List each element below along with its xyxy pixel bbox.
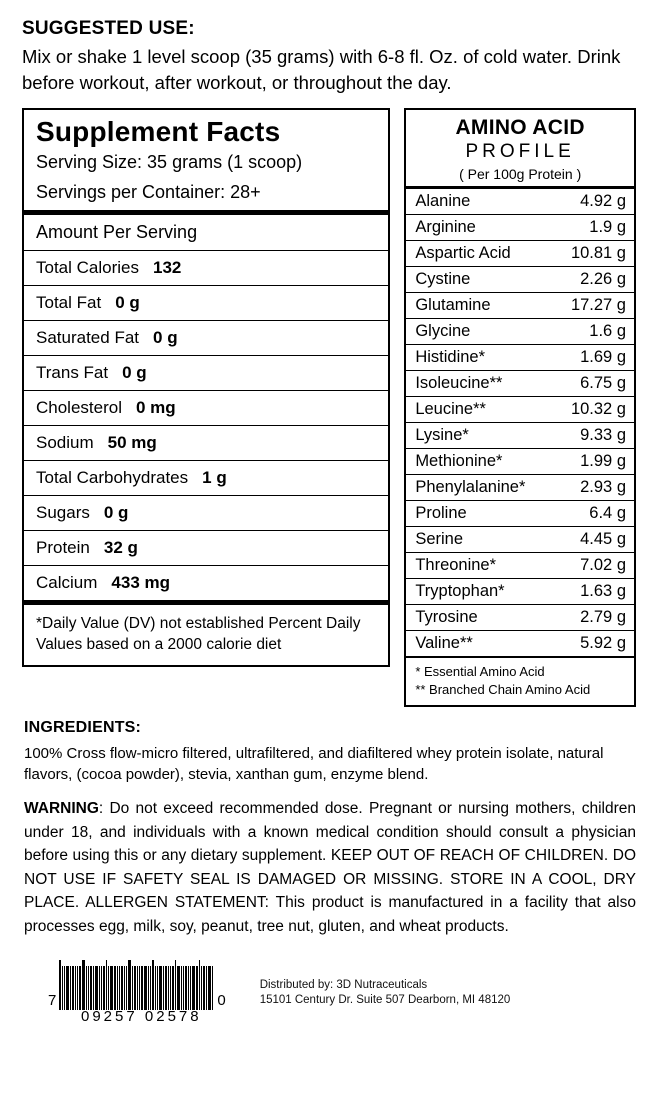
amino-acid-value: 10.32 g	[570, 400, 626, 418]
nutrient-label: Sugars	[36, 503, 90, 522]
barcode-bar	[144, 966, 147, 1010]
amino-acid-row	[406, 292, 634, 318]
barcode-bar	[119, 966, 120, 1010]
barcode-bar	[141, 966, 143, 1010]
amino-acid-value: 17.27 g	[570, 296, 626, 314]
barcode-bar	[170, 966, 171, 1010]
barcode-bar	[59, 960, 61, 1010]
barcode-bar	[188, 966, 189, 1010]
barcode-bar	[75, 966, 76, 1010]
barcode-bar	[106, 960, 107, 1010]
ingredients-section	[22, 719, 636, 785]
nutrient-row	[24, 461, 388, 495]
barcode-bar	[93, 966, 94, 1010]
nutrient-label: Sodium	[36, 433, 94, 452]
amino-acid-header	[406, 110, 634, 186]
nutrient-value: 0 g	[103, 503, 129, 522]
barcode-bar	[185, 966, 187, 1010]
barcode-numbers: 09257 02578	[81, 1008, 202, 1025]
amino-acid-value: 9.33 g	[580, 426, 626, 444]
amino-acid-value: 1.63 g	[580, 582, 626, 600]
barcode-bar	[79, 966, 81, 1010]
supplement-facts-rows	[24, 250, 388, 600]
ingredients-text: 100% Cross flow-micro filtered, ultrafiltered, and diafiltered whey protein isolate, natural flavors, (cocoa powder), stevia, xanthan gum, enzyme blend.	[24, 745, 604, 783]
amino-acid-value: 10.81 g	[570, 244, 626, 262]
nutrient-label: Total Carbohydrates	[36, 468, 189, 487]
barcode-bar	[172, 966, 174, 1010]
barcode-bar	[110, 966, 113, 1010]
nutrient-value: 1 g	[202, 468, 227, 487]
barcode-bar	[206, 966, 207, 1010]
amino-acid-value: 1.6 g	[589, 322, 626, 340]
barcode-bar	[163, 966, 164, 1010]
amino-acid-row	[406, 526, 634, 552]
nutrient-row	[24, 321, 388, 355]
barcode-bar	[72, 966, 74, 1010]
amount-per-serving: Amount Per Serving	[36, 222, 198, 242]
panels-row	[22, 108, 636, 707]
barcode-bar	[88, 966, 89, 1010]
amino-acid-row	[406, 266, 634, 292]
suggested-use-text: Mix or shake 1 level scoop (35 grams) with 6-8 fl. Oz. of cold water. Drink before workout, after workout, or throughout the day.	[22, 46, 621, 93]
barcode-bar	[95, 966, 98, 1010]
amino-acid-value: 1.99 g	[580, 452, 626, 470]
amino-acid-value: 2.26 g	[580, 270, 626, 288]
amino-acid-value: 4.45 g	[580, 530, 626, 548]
barcode-bar	[66, 966, 69, 1010]
servings-per-container: Servings per Container: 28+	[36, 182, 261, 202]
barcode-bar	[148, 966, 149, 1010]
barcode-bar	[190, 966, 191, 1010]
barcode-bar	[90, 966, 92, 1010]
footer	[22, 960, 636, 1010]
barcode-bar	[157, 966, 158, 1010]
amino-acid-row	[406, 214, 634, 240]
nutrient-value: 132	[153, 258, 182, 277]
amino-acid-value: 6.75 g	[580, 374, 626, 392]
amino-acid-footnotes	[406, 656, 634, 705]
barcode-bar	[70, 966, 71, 1010]
supplement-facts-footnote: *Daily Value (DV) not established Percent Daily Values based on a 2000 calorie diet	[36, 615, 361, 653]
nutrient-value: 0 g	[115, 293, 140, 312]
barcode-bar	[128, 960, 131, 1010]
nutrient-row	[24, 391, 388, 425]
serving-size: Serving Size: 35 grams (1 scoop)	[36, 152, 303, 172]
amino-acid-row	[406, 630, 634, 656]
distributor-block	[260, 978, 511, 1010]
amino-acid-footnote-1: * Essential Amino Acid	[415, 664, 545, 679]
barcode-bar	[132, 966, 133, 1010]
amino-acid-name: Proline	[415, 504, 467, 522]
amino-acid-name: Cystine	[415, 270, 471, 288]
barcode-bar	[150, 966, 151, 1010]
amino-acid-value: 7.02 g	[580, 556, 626, 574]
amino-acid-name: Tyrosine	[415, 608, 478, 626]
nutrient-value: 0 g	[122, 363, 147, 382]
barcode-bar	[77, 966, 78, 1010]
barcode-bar	[152, 960, 154, 1010]
amino-acid-name: Aspartic Acid	[415, 244, 511, 262]
amino-acid-name: Glycine	[415, 322, 471, 340]
amino-acid-name: Tryptophan*	[415, 582, 505, 600]
amino-acid-row	[406, 578, 634, 604]
barcode-bar	[181, 966, 182, 1010]
amino-acid-row	[406, 552, 634, 578]
amino-acid-name: Threonine*	[415, 556, 497, 574]
suggested-use-title: SUGGESTED USE:	[22, 18, 195, 39]
barcode-bar	[134, 966, 136, 1010]
amino-acid-row	[406, 396, 634, 422]
nutrient-label: Calcium	[36, 573, 98, 592]
amino-acid-panel	[404, 108, 636, 707]
warning-label: WARNING	[24, 800, 99, 817]
barcode-bar	[159, 966, 162, 1010]
amino-acid-basis: ( Per 100g Protein )	[459, 166, 582, 182]
amino-acid-name: Arginine	[415, 218, 476, 236]
nutrient-label: Saturated Fat	[36, 328, 140, 347]
nutrient-label: Protein	[36, 538, 90, 557]
amino-acid-row	[406, 344, 634, 370]
barcode-last-digit: 0	[217, 992, 226, 1009]
barcode-bar	[201, 966, 202, 1010]
nutrient-value: 50 mg	[107, 433, 157, 452]
nutrient-value: 32 g	[103, 538, 138, 557]
nutrient-row	[24, 496, 388, 530]
amino-acid-name: Serine	[415, 530, 464, 548]
amino-acid-subtitle: PROFILE	[465, 141, 575, 162]
distributor-address: 15101 Century Dr. Suite 507 Dearborn, MI 48120	[259, 994, 511, 1006]
supplement-facts-panel	[22, 108, 390, 667]
barcode-bar	[139, 966, 140, 1010]
amino-acid-rows	[406, 189, 634, 656]
barcode-image	[59, 960, 214, 1010]
amino-acid-footnote-2: ** Branched Chain Amino Acid	[415, 682, 591, 697]
barcode-bar	[114, 966, 116, 1010]
barcode-bar	[137, 966, 138, 1010]
amino-acid-name: Glutamine	[415, 296, 491, 314]
barcode-bar	[126, 966, 127, 1010]
barcode-bar	[82, 960, 85, 1010]
amino-acid-value: 1.69 g	[580, 348, 626, 366]
nutrient-value: 0 mg	[136, 398, 176, 417]
barcode-bar	[183, 966, 184, 1010]
amino-acid-row	[406, 370, 634, 396]
barcode-bar	[99, 966, 100, 1010]
amino-acid-row	[406, 500, 634, 526]
amino-acid-row	[406, 604, 634, 630]
amino-acid-row	[406, 422, 634, 448]
barcode-bar	[121, 966, 123, 1010]
barcode-bar	[165, 966, 167, 1010]
nutrient-label: Cholesterol	[36, 398, 122, 417]
amino-acid-row	[406, 189, 634, 214]
amino-acid-name: Valine**	[415, 634, 473, 652]
supplement-facts-title: Supplement Facts	[36, 116, 281, 147]
barcode-bar	[101, 966, 102, 1010]
amino-acid-row	[406, 318, 634, 344]
amino-acid-value: 2.79 g	[580, 608, 626, 626]
amino-acid-name: Histidine*	[415, 348, 486, 366]
amino-acid-name: Methionine*	[415, 452, 503, 470]
amino-acid-value: 2.93 g	[580, 478, 626, 496]
nutrient-label: Total Calories	[36, 258, 139, 277]
amino-acid-value: 4.92 g	[580, 192, 626, 210]
barcode-bar	[62, 966, 63, 1010]
barcode-bar	[86, 966, 87, 1010]
barcode-bar	[103, 966, 105, 1010]
nutrient-value: 433 mg	[111, 573, 170, 592]
amino-acid-row	[406, 240, 634, 266]
barcode-block	[48, 960, 226, 1010]
barcode-bar	[177, 966, 180, 1010]
amino-acid-name: Phenylalanine*	[415, 478, 526, 496]
barcode-bar	[124, 966, 125, 1010]
nutrient-value: 0 g	[153, 328, 178, 347]
nutrient-row	[24, 251, 388, 285]
amino-acid-name: Isoleucine**	[415, 374, 503, 392]
nutrient-row	[24, 566, 388, 600]
barcode-bar	[199, 960, 200, 1010]
barcode-bar	[64, 966, 65, 1010]
amino-acid-row	[406, 474, 634, 500]
nutrient-row	[24, 286, 388, 320]
amino-acid-name: Lysine*	[415, 426, 469, 444]
distributed-by: Distributed by: 3D Nutraceuticals	[259, 979, 428, 991]
barcode-lead-digit: 7	[48, 992, 57, 1009]
barcode-bar	[208, 966, 211, 1010]
barcode-bar	[212, 966, 213, 1010]
suggested-use-section	[22, 18, 636, 96]
warning-text: : Do not exceed recommended dose. Pregnant or nursing mothers, children under 18, and individuals with a known medical condition should consult a physician before using this or any dietary supplement. KEEP OUT OF REACH OF CHILDREN. DO NOT USE IF SAFETY SEAL IS DAMAGED OR MISSING. STORE IN A COOL, DRY PLACE. ALLERGEN STATEMENT: This product is manufactured in a facility that also processes egg, milk, soy, peanut, tree nut, gluten, and wheat products.	[24, 800, 636, 935]
amino-acid-value: 1.9 g	[589, 218, 626, 236]
barcode-bar	[168, 966, 169, 1010]
amino-acid-row	[406, 448, 634, 474]
amino-acid-value: 5.92 g	[580, 634, 626, 652]
amino-acid-name: Leucine**	[415, 400, 486, 418]
barcode-bar	[108, 966, 109, 1010]
warning-section	[24, 797, 636, 938]
nutrient-row	[24, 426, 388, 460]
barcode-bar	[203, 966, 205, 1010]
amino-acid-value: 6.4 g	[589, 504, 626, 522]
barcode-bar	[117, 966, 118, 1010]
barcode-bar	[155, 966, 156, 1010]
barcode-bar	[192, 966, 195, 1010]
barcode-bar	[175, 960, 176, 1010]
ingredients-title: INGREDIENTS:	[24, 719, 142, 736]
amino-acid-name: Alanine	[415, 192, 471, 210]
nutrient-label: Trans Fat	[36, 363, 109, 382]
nutrient-row	[24, 531, 388, 565]
amino-acid-title: AMINO ACID	[455, 116, 585, 139]
nutrient-label: Total Fat	[36, 293, 102, 312]
barcode-bar	[196, 966, 198, 1010]
nutrient-row	[24, 356, 388, 390]
